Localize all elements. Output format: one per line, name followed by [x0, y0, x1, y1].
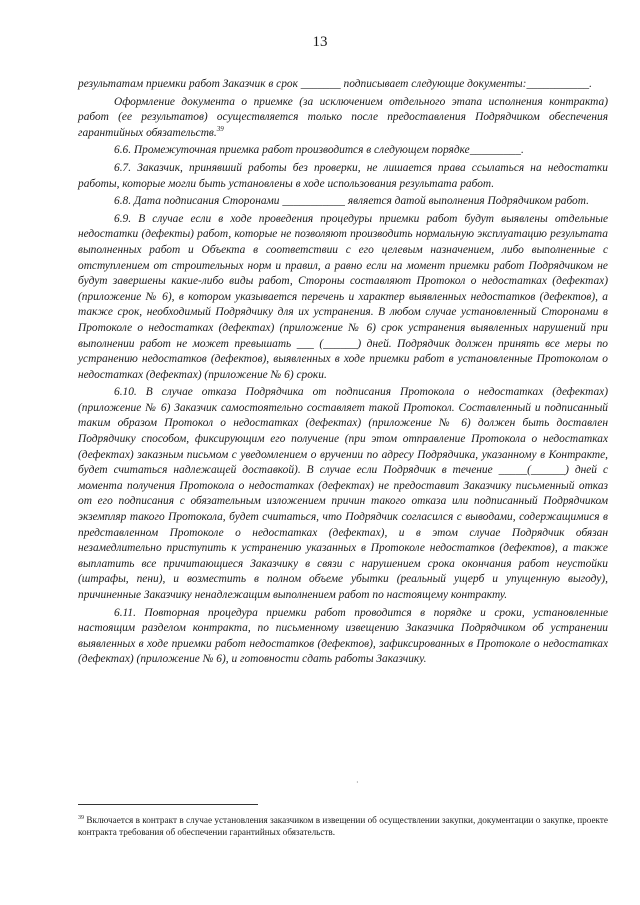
footnote-divider: [78, 804, 258, 805]
paragraph-continuation: [78, 77, 608, 93]
paragraph-6-7: [78, 161, 608, 192]
footnote-text: Включается в контракт в случае установления заказчиком в извещении об осуществлении закупки, документации о закупке, проекте контракта требования об обеспечении гарантийных обязательств.: [78, 815, 608, 838]
footnote-marker: 39: [78, 815, 84, 821]
body-text: [78, 77, 608, 670]
page-number: 13: [312, 34, 328, 50]
paragraph-text: 6.8. Дата подписания Сторонами ___________ является датой выполнения Подрядчиком работ.: [114, 195, 589, 208]
paragraph-6-10: [78, 385, 608, 603]
paragraph-6-9: [78, 212, 608, 384]
paragraph-text: 6.6. Промежуточная приемка работ производится в следующем порядке_________.: [114, 144, 524, 157]
paragraph-acceptance-document: [78, 95, 608, 142]
paragraph-text: 6.7. Заказчик, принявший работы без проверки, не лишается права ссылаться на недостатки работы, которые могли быть установлены в ходе использования результата работ.: [78, 161, 608, 190]
paragraph-text: результатам приемки работ Заказчик в срок _______ подписывает следующие документы:___________.: [78, 78, 592, 90]
paragraph-text: 6.10. В случае отказа Подрядчика от подписания Протокола о недостатках (дефектах) (приложение № 6) Заказчик самостоятельно составляет такой Протокол. Составленный и подписанный таким образом Протокол о недостатках (дефектах) (приложение № 6) должен быть доставлен Подрядчику способом, фиксирующим его получение (при этом отправление Протокола о недостатках (дефектах) заказным письмом с уведомлением о вручении по адресу Подрядчика, указанному в Контракте, будет считаться надлежащей доставкой). В случае если Подрядчик в течение _____(______) дней с момента получения Протокола о недостатках (дефектах) не предоставит Заказчику письменный отказ от его подписания с обязательным изложением причин такого отказа или подписанный Подрядчиком экземпляр такого Протокола, будет считаться, что Подрядчик согласился с выводами, содержащимися в представленном Протоколе о недостатках (дефектах), и в этом случае Подрядчик обязан незамедлительно приступить к устранению указанных в Протоколе недостатков (дефектов), а также выплатить все причитающиеся Заказчику в связи с нарушением срока окончания работ неустойки (штрафы, пени), и возместить в полном объеме убытки (реальный ущерб и упущенную выгоду), причиненные Заказчику ненадлежащим выполнением работ по настоящему контракту.: [78, 386, 608, 601]
paragraph-text: Оформление документа о приемке (за исключением отдельного этапа исполнения контракта) работ (ее результатов) осуществляется только после предоставления Подрядчиком обеспечения гарантийных обязательств.: [78, 95, 608, 139]
paragraph-6-8: [78, 194, 608, 210]
footnote-reference: 39: [216, 124, 224, 133]
scan-speck: ·: [356, 778, 359, 787]
footnote: [78, 812, 608, 838]
paragraph-6-6: [78, 143, 608, 159]
paragraph-text: 6.11. Повторная процедура приемки работ проводится в порядке и сроки, установленные настоящим разделом контракта, по письменному извещению Заказчика Подрядчиком об устранении выявленных в ходе приемки работ недостатков (дефектов), зафиксированных в Протоколе о недостатках (дефектах) (приложение № 6), и готовности сдать работы Заказчику.: [78, 606, 608, 666]
paragraph-text: 6.9. В случае если в ходе проведения процедуры приемки работ будут выявлены отдельные недостатки (дефекты) работ, которые не позволяют производить нормальную эксплуатацию результата выполненных работ и Объекта в соответствии с его целевым назначением, либо выполненные с отступлением от строительных норм и правил, а равно если на момент приемки работ Подрядчиком не будут завершены какие-либо виды работ, Стороны составляют Протокол о недостатках (дефектах) (приложение № 6), в котором указывается перечень и характер выявленных недостатков (дефектов), а также срок, необходимый Подрядчику для их устранения. В любом случае установленный Сторонами в Протоколе о недостатках (дефектах) (приложение № 6) срок устранения выявленных нарушений при выполнении работ не может превышать ___ (______) дней. Подрядчик должен принять все меры по устранению недостатков (дефектов), выявленных в ходе приемки работ в установленные Протоколом о недостатках (дефектах) (приложение № 6) сроки.: [78, 212, 608, 381]
paragraph-6-11: [78, 606, 608, 668]
